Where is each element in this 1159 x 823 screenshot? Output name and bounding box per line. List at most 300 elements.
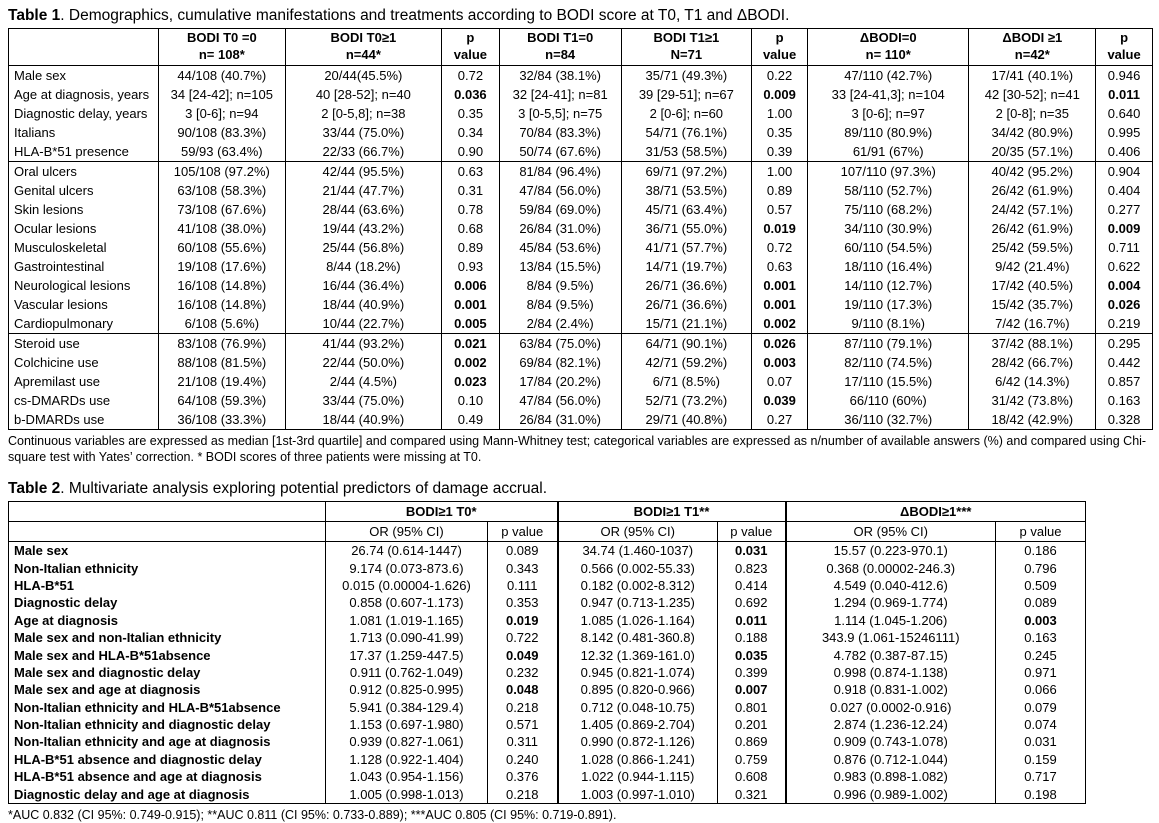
table-cell: 0.001 — [442, 295, 500, 314]
table1-column-header — [285, 29, 441, 66]
table-cell: 28/44 (63.6%) — [285, 200, 441, 219]
table-cell: 0.079 — [996, 699, 1086, 716]
table-cell: 0.717 — [996, 768, 1086, 785]
header-line1: p — [1120, 30, 1129, 45]
table2-group-header: ΔBODI≥1*** — [786, 502, 1086, 522]
table-cell: 0.759 — [718, 751, 786, 768]
table-row — [9, 577, 1086, 594]
table1-column-header — [621, 29, 752, 66]
table-row — [9, 334, 1153, 354]
table-cell: 50/74 (67.6%) — [499, 142, 621, 162]
table-cell: 42/44 (95.5%) — [285, 162, 441, 182]
table-cell: 3 [0-6]; n=97 — [807, 104, 968, 123]
table-cell: 0.89 — [752, 181, 808, 200]
table-cell: 70/84 (83.3%) — [499, 123, 621, 142]
table-cell: 0.002 — [442, 353, 500, 372]
header-line1: ΔBODI ≥1 — [1002, 30, 1063, 45]
table-cell: 0.201 — [718, 716, 786, 733]
table-row — [9, 142, 1153, 162]
table-cell: 0.939 (0.827-1.061) — [326, 733, 488, 750]
table-cell: 0.946 — [1096, 66, 1153, 86]
table-cell: 0.35 — [442, 104, 500, 123]
table-cell: 0.63 — [442, 162, 500, 182]
table-cell: 36/108 (33.3%) — [158, 410, 285, 430]
table1-header-row — [9, 29, 1153, 66]
table-cell: 0.321 — [718, 785, 786, 803]
table-cell: 66/110 (60%) — [807, 391, 968, 410]
table-cell: 9/110 (8.1%) — [807, 314, 968, 334]
table2-body — [9, 542, 1086, 804]
table-cell: 0.990 (0.872-1.126) — [558, 733, 718, 750]
table-cell: 26/71 (36.6%) — [621, 295, 752, 314]
row-label: Non-Italian ethnicity and diagnostic delay — [14, 717, 271, 733]
table2-group-header-row — [9, 502, 1086, 522]
table-cell: 88/108 (81.5%) — [158, 353, 285, 372]
table-cell: 1.081 (1.019-1.165) — [326, 612, 488, 629]
table-cell: 1.153 (0.697-1.980) — [326, 716, 488, 733]
row-label: Steroid use — [14, 336, 80, 351]
row-label: Male sex and age at diagnosis — [14, 682, 201, 698]
table-cell: 0.947 (0.713-1.235) — [558, 594, 718, 611]
table-cell: 0.399 — [718, 664, 786, 681]
table2-or-subheader: OR (95% CI) — [558, 522, 718, 542]
table-cell: 6/42 (14.3%) — [969, 372, 1096, 391]
table2-title-text: . Multivariate analysis exploring potential predictors of damage accrual. — [60, 480, 548, 497]
table-cell: 0.240 — [488, 751, 558, 768]
header-line2: value — [762, 46, 797, 62]
table-row — [9, 612, 1086, 629]
table-cell: 0.869 — [718, 733, 786, 750]
table-row — [9, 219, 1153, 238]
table-cell: 60/108 (55.6%) — [158, 238, 285, 257]
table-cell: 16/44 (36.4%) — [285, 276, 441, 295]
table-cell: 0.021 — [442, 334, 500, 354]
table-cell: 31/42 (73.8%) — [969, 391, 1096, 410]
table-cell: 0.711 — [1096, 238, 1153, 257]
table-cell: 17/42 (40.5%) — [969, 276, 1096, 295]
table-cell: 0.111 — [488, 577, 558, 594]
table-cell: 0.031 — [996, 733, 1086, 750]
table-row — [9, 85, 1153, 104]
table-cell: 0.49 — [442, 410, 500, 430]
table-row — [9, 716, 1086, 733]
table-cell: 0.218 — [488, 785, 558, 803]
table-row — [9, 559, 1086, 576]
table-cell: 58/110 (52.7%) — [807, 181, 968, 200]
table-cell: 1.294 (0.969-1.774) — [786, 594, 996, 611]
header-line2: value — [1107, 46, 1141, 62]
table-cell: 0.911 (0.762-1.049) — [326, 664, 488, 681]
table-cell: 0.182 (0.002-8.312) — [558, 577, 718, 594]
table-cell: 105/108 (97.2%) — [158, 162, 285, 182]
table-cell: 21/44 (47.7%) — [285, 181, 441, 200]
table-cell: 35/71 (49.3%) — [621, 66, 752, 86]
table-cell: 24/42 (57.1%) — [969, 200, 1096, 219]
table-row — [9, 646, 1086, 663]
table-cell: 1.713 (0.090-41.99) — [326, 629, 488, 646]
table-cell: 18/44 (40.9%) — [285, 410, 441, 430]
table-cell: 82/110 (74.5%) — [807, 353, 968, 372]
table-cell: 36/71 (55.0%) — [621, 219, 752, 238]
table-cell: 89/110 (80.9%) — [807, 123, 968, 142]
table2-or-subheader: OR (95% CI) — [786, 522, 996, 542]
table-cell: 4.782 (0.387-87.15) — [786, 646, 996, 663]
table-cell: 0.019 — [488, 612, 558, 629]
table-cell: 60/110 (54.5%) — [807, 238, 968, 257]
table-cell: 69/84 (82.1%) — [499, 353, 621, 372]
table-cell: 0.188 — [718, 629, 786, 646]
table-cell: 0.414 — [718, 577, 786, 594]
table-cell: 26/42 (61.9%) — [969, 219, 1096, 238]
header-line1: p — [466, 30, 475, 45]
table-cell: 0.035 — [718, 646, 786, 663]
table2-title — [8, 479, 1153, 498]
table-cell: 21/108 (19.4%) — [158, 372, 285, 391]
table-cell: 0.004 — [1096, 276, 1153, 295]
table-row — [9, 681, 1086, 698]
table1-footnote: Continuous variables are expressed as median [1st-3rd quartile] and compared using Mann-Whitney test; categorical variables are expressed as n/number of available answers (%) and compared using Chi-square test with Yates’ correction. * BODI scores of three patients were missing at T0. — [8, 434, 1147, 464]
table-cell: 0.34 — [442, 123, 500, 142]
table-cell: 0.049 — [488, 646, 558, 663]
table-cell: 0.027 (0.0002-0.916) — [786, 699, 996, 716]
row-label: Age at diagnosis, years — [14, 87, 150, 102]
header-line2: n=84 — [545, 46, 576, 62]
table-cell: 0.904 — [1096, 162, 1153, 182]
table-cell: 0.07 — [752, 372, 808, 391]
table-cell: 20/35 (57.1%) — [969, 142, 1096, 162]
table-cell: 2 [0-8]; n=35 — [969, 104, 1096, 123]
table-cell: 0.801 — [718, 699, 786, 716]
table-cell: 33/44 (75.0%) — [285, 391, 441, 410]
table-cell: 0.971 — [996, 664, 1086, 681]
table-row — [9, 785, 1086, 803]
table-cell: 0.186 — [996, 542, 1086, 560]
table-cell: 32 [24-41]; n=81 — [499, 85, 621, 104]
table-cell: 0.328 — [1096, 410, 1153, 430]
table-cell: 34.74 (1.460-1037) — [558, 542, 718, 560]
table-row — [9, 104, 1153, 123]
table-cell: 15/42 (35.7%) — [969, 295, 1096, 314]
table-cell: 0.93 — [442, 257, 500, 276]
table-cell: 0.78 — [442, 200, 500, 219]
table-cell: 31/53 (58.5%) — [621, 142, 752, 162]
table-cell: 64/71 (90.1%) — [621, 334, 752, 354]
table-cell: 0.640 — [1096, 104, 1153, 123]
table-row — [9, 200, 1153, 219]
table-cell: 0.218 — [488, 699, 558, 716]
row-label: Vascular lesions — [14, 297, 108, 312]
table2-corner-cell — [9, 522, 326, 542]
table-cell: 83/108 (76.9%) — [158, 334, 285, 354]
table-cell: 0.089 — [488, 542, 558, 560]
table-cell: 0.912 (0.825-0.995) — [326, 681, 488, 698]
row-label: Non-Italian ethnicity — [14, 560, 139, 576]
table-cell: 0.019 — [752, 219, 808, 238]
table-cell: 19/44 (43.2%) — [285, 219, 441, 238]
table-row — [9, 181, 1153, 200]
table-row — [9, 594, 1086, 611]
table-cell: 0.376 — [488, 768, 558, 785]
table2-p-subheader: p value — [996, 522, 1086, 542]
table-row — [9, 391, 1153, 410]
row-label: Diagnostic delay, years — [14, 106, 148, 121]
table-cell: 0.343 — [488, 559, 558, 576]
table-cell: 47/110 (42.7%) — [807, 66, 968, 86]
row-label: Age at diagnosis — [14, 612, 119, 628]
table-cell: 1.128 (0.922-1.404) — [326, 751, 488, 768]
table-cell: 73/108 (67.6%) — [158, 200, 285, 219]
table-row — [9, 768, 1086, 785]
table-row — [9, 733, 1086, 750]
table1-demographics — [8, 28, 1153, 430]
table-cell: 0.163 — [996, 629, 1086, 646]
table-cell: 1.005 (0.998-1.013) — [326, 785, 488, 803]
row-label: HLA-B*51 presence — [9, 142, 159, 162]
table1-column-header — [499, 29, 621, 66]
table-cell: 0.011 — [1096, 85, 1153, 104]
table-cell: 8/84 (9.5%) — [499, 276, 621, 295]
table-cell: 8.142 (0.481-360.8) — [558, 629, 718, 646]
table-cell: 29/71 (40.8%) — [621, 410, 752, 430]
header-line2: n= 108* — [198, 46, 245, 62]
row-label: HLA-B*51 absence and diagnostic delay — [14, 751, 262, 767]
table-cell: 87/110 (79.1%) — [807, 334, 968, 354]
table-cell: 1.028 (0.866-1.241) — [558, 751, 718, 768]
table-cell: 17/41 (40.1%) — [969, 66, 1096, 86]
table-cell: 8/44 (18.2%) — [285, 257, 441, 276]
header-line1: p — [775, 30, 784, 45]
table-row — [9, 295, 1153, 314]
table-cell: 41/108 (38.0%) — [158, 219, 285, 238]
table-row — [9, 314, 1153, 334]
table-cell: 8/84 (9.5%) — [499, 295, 621, 314]
section-gap — [8, 465, 1153, 479]
table-row — [9, 664, 1086, 681]
table-cell: 1.00 — [752, 162, 808, 182]
table-row — [9, 751, 1086, 768]
row-label: HLA-B*51 — [14, 577, 74, 593]
table-cell: 0.232 — [488, 664, 558, 681]
table-cell: 40/42 (95.2%) — [969, 162, 1096, 182]
table-cell: 0.006 — [442, 276, 500, 295]
table-cell: 0.571 — [488, 716, 558, 733]
table-cell: 63/108 (58.3%) — [158, 181, 285, 200]
table-cell: 0.219 — [1096, 314, 1153, 334]
table-cell: 0.918 (0.831-1.002) — [786, 681, 996, 698]
row-label: Male sex and diagnostic delay — [14, 664, 201, 680]
table-cell: 15.57 (0.223-970.1) — [786, 542, 996, 560]
table-cell: 10/44 (22.7%) — [285, 314, 441, 334]
header-line2: value — [453, 46, 488, 62]
row-label: Male sex — [14, 543, 69, 559]
table-cell: 33/44 (75.0%) — [285, 123, 441, 142]
row-label: Diagnostic delay — [14, 595, 118, 611]
table2-group-header: BODI≥1 T1** — [558, 502, 786, 522]
table-row — [9, 257, 1153, 276]
table-cell: 47/84 (56.0%) — [499, 181, 621, 200]
row-label: Non-Italian ethnicity and HLA-B*51absence — [14, 699, 281, 715]
row-label: Oral ulcers — [14, 164, 77, 179]
table-cell: 0.68 — [442, 219, 500, 238]
table-cell: 9.174 (0.073-873.6) — [326, 559, 488, 576]
table-cell: 0.692 — [718, 594, 786, 611]
row-label: Diagnostic delay and age at diagnosis — [14, 786, 250, 802]
table1-column-header — [807, 29, 968, 66]
header-line2: N=71 — [670, 46, 703, 62]
table1-column-header — [752, 29, 808, 66]
table-row — [9, 276, 1153, 295]
table2-corner-cell — [9, 502, 326, 522]
header-line1: BODI T0 =0 — [186, 30, 257, 45]
header-line2: n=42* — [1014, 46, 1050, 62]
table1-body — [9, 66, 1153, 430]
table-cell: 26/84 (31.0%) — [499, 219, 621, 238]
table-cell: 0.048 — [488, 681, 558, 698]
table-cell: 0.39 — [752, 142, 808, 162]
table-cell: 59/84 (69.0%) — [499, 200, 621, 219]
row-label: Italians — [14, 125, 56, 140]
table-cell: 1.022 (0.944-1.115) — [558, 768, 718, 785]
table-cell: 1.003 (0.997-1.010) — [558, 785, 718, 803]
table-cell: 343.9 (1.061-15246111) — [786, 629, 996, 646]
table-row — [9, 699, 1086, 716]
table-cell: 26.74 (0.614-1447) — [326, 542, 488, 560]
table-cell: 0.509 — [996, 577, 1086, 594]
table-cell: 0.998 (0.874-1.138) — [786, 664, 996, 681]
table-cell: 18/42 (42.9%) — [969, 410, 1096, 430]
table-cell: 0.22 — [752, 66, 808, 86]
table1-title-text: . Demographics, cumulative manifestations and treatments according to BODI score at T0, T1 and ΔBODI. — [60, 7, 790, 24]
header-line2: n=44* — [345, 46, 381, 62]
row-label: Cardiopulmonary — [9, 314, 159, 334]
table-cell: 0.10 — [442, 391, 500, 410]
row-label: Neurological lesions — [14, 278, 131, 293]
header-line2: n= 110* — [865, 46, 911, 62]
table2-multivariate — [8, 501, 1086, 804]
table-cell: 44/108 (40.7%) — [158, 66, 285, 86]
table-cell: 0.876 (0.712-1.044) — [786, 751, 996, 768]
row-label: cs-DMARDs use — [14, 393, 111, 408]
table-cell: 0.089 — [996, 594, 1086, 611]
header-line1: BODI T1=0 — [527, 30, 594, 45]
table-cell: 0.353 — [488, 594, 558, 611]
table-row — [9, 162, 1153, 182]
table-cell: 0.983 (0.898-1.082) — [786, 768, 996, 785]
table-cell: 0.895 (0.820-0.966) — [558, 681, 718, 698]
table-cell: 0.074 — [996, 716, 1086, 733]
table-cell: 0.066 — [996, 681, 1086, 698]
table-cell: 0.404 — [1096, 181, 1153, 200]
table-cell: 0.945 (0.821-1.074) — [558, 664, 718, 681]
table-cell: 16/108 (14.8%) — [158, 276, 285, 295]
table-cell: 0.039 — [752, 391, 808, 410]
table-cell: 0.442 — [1096, 353, 1153, 372]
table-cell: 47/84 (56.0%) — [499, 391, 621, 410]
row-label: Musculoskeletal — [14, 240, 107, 255]
table-cell: 0.72 — [752, 238, 808, 257]
table-cell: 16/108 (14.8%) — [158, 295, 285, 314]
table2-p-subheader: p value — [718, 522, 786, 542]
table-cell: 0.996 (0.989-1.002) — [786, 785, 996, 803]
table-cell: 18/44 (40.9%) — [285, 295, 441, 314]
table-cell: 45/84 (53.6%) — [499, 238, 621, 257]
table-cell: 90/108 (83.3%) — [158, 123, 285, 142]
table-cell: 0.198 — [996, 785, 1086, 803]
row-label: Male sex and HLA-B*51absence — [14, 647, 211, 663]
table-cell: 0.57 — [752, 200, 808, 219]
table-cell: 25/42 (59.5%) — [969, 238, 1096, 257]
table-cell: 0.036 — [442, 85, 500, 104]
table-cell: 2.874 (1.236-12.24) — [786, 716, 996, 733]
table-cell: 2 [0-6]; n=60 — [621, 104, 752, 123]
table-cell: 0.622 — [1096, 257, 1153, 276]
table-cell: 0.63 — [752, 257, 808, 276]
table-cell: 0.001 — [752, 295, 808, 314]
row-label: HLA-B*51 absence and age at diagnosis — [14, 769, 262, 785]
table-cell: 0.995 — [1096, 123, 1153, 142]
table-cell: 32/84 (38.1%) — [499, 66, 621, 86]
table-cell: 14/110 (12.7%) — [807, 276, 968, 295]
table-cell: 34 [24-42]; n=105 — [158, 85, 285, 104]
table-cell: 0.72 — [442, 66, 500, 86]
table-cell: 0.011 — [718, 612, 786, 629]
table-cell: 7/42 (16.7%) — [969, 314, 1096, 334]
table-cell: 0.159 — [996, 751, 1086, 768]
table-cell: 36/110 (32.7%) — [807, 410, 968, 430]
table-cell: 3 [0-6]; n=94 — [158, 104, 285, 123]
table-row — [9, 66, 1153, 86]
table-cell: 6/108 (5.6%) — [158, 314, 285, 334]
table-cell: 75/110 (68.2%) — [807, 200, 968, 219]
table-cell: 63/84 (75.0%) — [499, 334, 621, 354]
table-row — [9, 372, 1153, 391]
table-cell: 52/71 (73.2%) — [621, 391, 752, 410]
row-label: Skin lesions — [14, 202, 84, 217]
table1-column-header — [1096, 29, 1153, 66]
row-label: Male sex and non-Italian ethnicity — [14, 630, 222, 646]
row-label: Male sex — [14, 68, 67, 83]
row-label: Genital ulcers — [14, 183, 94, 198]
table-cell: 1.00 — [752, 104, 808, 123]
table-cell: 37/42 (88.1%) — [969, 334, 1096, 354]
table-cell: 41/71 (57.7%) — [621, 238, 752, 257]
table-cell: 34/42 (80.9%) — [969, 123, 1096, 142]
table-cell: 6/71 (8.5%) — [621, 372, 752, 391]
table-cell: 0.857 — [1096, 372, 1153, 391]
row-label: Apremilast use — [14, 374, 100, 389]
table-cell: 0.163 — [1096, 391, 1153, 410]
table-cell: 4.549 (0.040-412.6) — [786, 577, 996, 594]
table-cell: 18/110 (16.4%) — [807, 257, 968, 276]
table-cell: 40 [28-52]; n=40 — [285, 85, 441, 104]
table-cell: 1.043 (0.954-1.156) — [326, 768, 488, 785]
table-cell: 0.35 — [752, 123, 808, 142]
table-cell: 2 [0-5,8]; n=38 — [285, 104, 441, 123]
table-cell: 0.712 (0.048-10.75) — [558, 699, 718, 716]
table-cell: 17.37 (1.259-447.5) — [326, 646, 488, 663]
table-cell: 107/110 (97.3%) — [807, 162, 968, 182]
table-cell: 22/44 (50.0%) — [285, 353, 441, 372]
table1-title — [8, 6, 1153, 25]
table-cell: 0.023 — [442, 372, 500, 391]
table-cell: 12.32 (1.369-161.0) — [558, 646, 718, 663]
table-cell: 0.009 — [1096, 219, 1153, 238]
table-cell: 41/44 (93.2%) — [285, 334, 441, 354]
table-cell: 17/84 (20.2%) — [499, 372, 621, 391]
table-cell: 0.368 (0.00002-246.3) — [786, 559, 996, 576]
table-cell: 28/42 (66.7%) — [969, 353, 1096, 372]
table-cell: 38/71 (53.5%) — [621, 181, 752, 200]
